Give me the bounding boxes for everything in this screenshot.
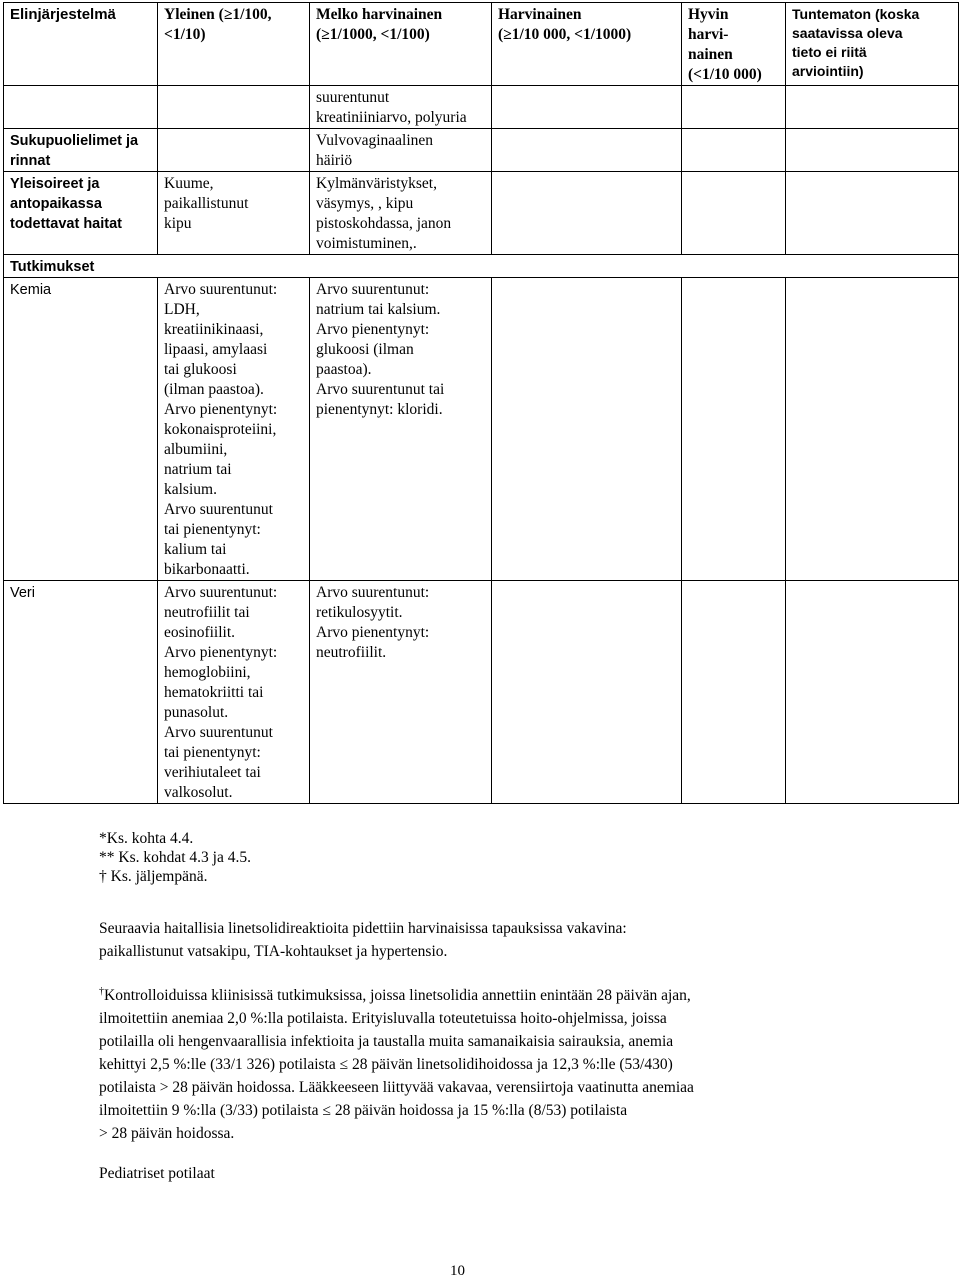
cell-unknown [786,172,959,255]
cell-system: Veri [4,581,158,804]
header-uncommon: Melko harvinainen (≥1/1000, <1/100) [310,3,492,86]
header-rare: Harvinainen (≥1/10 000, <1/1000) [492,3,682,86]
footnote: *Ks. kohta 4.4. [99,830,194,847]
cell-unknown [786,581,959,804]
header-unknown: Tuntematon (koska saatavissa oleva tieto ei riitä arviointiin) [786,3,959,86]
table-row [4,581,959,804]
header-system: Elinjärjestelmä [4,3,158,86]
cell-very-rare [682,581,786,804]
table-row [4,86,959,129]
cell-rare [492,581,682,804]
cell-common [158,86,310,129]
cell-uncommon: suurentunut kreatiniiniarvo, polyuria [310,86,492,129]
table-row [4,172,959,255]
table-header-row [4,3,959,86]
cell-very-rare [682,86,786,129]
section-heading: Pediatriset potilaat [99,1165,215,1182]
dagger-mark: † [99,985,104,997]
cell-system: Yleisoireet ja antopaikassa todettavat haitat [4,172,158,255]
cell-uncommon: Arvo suurentunut: retikulosyytit. Arvo pienentynyt: neutrofiilit. [310,581,492,804]
cell-system: Sukupuolielimet ja rinnat [4,129,158,172]
dagger-mark: † [99,868,107,885]
cell-common: Kuume, paikallistunut kipu [158,172,310,255]
footnote: ** Ks. kohdat 4.3 ja 4.5. [99,849,251,866]
cell-system [4,86,158,129]
cell-system: Kemia [4,278,158,581]
cell-unknown [786,86,959,129]
cell-common: Arvo suurentunut: LDH, kreatiinikinaasi, lipaasi, amylaasi tai glukoosi (ilman paastoa). Arvo pienentynyt: kokonaisproteiini, albumiini, natrium tai kalsium. Arvo suurentunut tai pienentynyt: kalium tai bikarbonaatti. [158,278,310,581]
cell-unknown [786,278,959,581]
table-row [4,278,959,581]
cell-rare [492,129,682,172]
adverse-reactions-table [3,2,959,804]
header-very-rare: Hyvin harvi- nainen (<1/10 000) [682,3,786,86]
table-row [4,129,959,172]
table-row [4,255,959,278]
cell-common: Arvo suurentunut: neutrofiilit tai eosinofiilit. Arvo pienentynyt: hemoglobiini, hematokriitti tai punasolut. Arvo suurentunut tai pienentynyt: verihiutaleet tai valkosolut. [158,581,310,804]
cell-common [158,129,310,172]
cell-very-rare [682,278,786,581]
cell-rare [492,278,682,581]
cell-uncommon: Kylmänväristykset, väsymys, , kipu pistoskohdassa, janon voimistuminen,. [310,172,492,255]
cell-very-rare [682,129,786,172]
section-row-tutkimukset: Tutkimukset [4,255,959,278]
cell-unknown [786,129,959,172]
paragraph-serious-reactions: Seuraavia haitallisia linetsolidireaktioita pidettiin harvinaisissa tapauksissa vakavina: paikallistunut vatsakipu, TIA-kohtaukset ja hypertensio. [99,920,627,960]
cell-rare [492,172,682,255]
cell-rare [492,86,682,129]
footnote: † Ks. jäljempänä. [99,868,208,885]
cell-very-rare [682,172,786,255]
page-number: 10 [450,1263,465,1279]
paragraph-anemia: †Kontrolloiduissa kliinisissä tutkimuksissa, joissa linetsolidia annettiin enintään 28 päivän ajan, ilmoitettiin anemiaa 2,0 %:lla potilaista. Erityisluvalla toteutetuissa hoito-ohjelmissa, joissa potilailla oli hengenvaarallisia infektioita ja taustalla muita samanaikaisia sairauksia, anemia kehittyi 2,5 %:lle (33/1 326) potilaista ≤ 28 päivän linetsolidihoidossa ja 12,3 %:lle (53/430) potilaista > 28 päivän hoidossa. Lääkkeeseen liittyvää vakavaa, verensiirtoja vaatinutta anemiaa ilmoitettiin 9 %:lla (3/33) potilaista ≤ 28 päivän hoidossa ja 15 %:lla (8/53) potilaista > 28 päivän hoidossa. [99,985,694,1142]
cell-uncommon: Vulvovaginaalinen häiriö [310,129,492,172]
header-common: Yleinen (≥1/100, <1/10) [158,3,310,86]
cell-uncommon: Arvo suurentunut: natrium tai kalsium. Arvo pienentynyt: glukoosi (ilman paastoa). Arvo suurentunut tai pienentynyt: kloridi. [310,278,492,581]
footnotes [99,829,839,886]
